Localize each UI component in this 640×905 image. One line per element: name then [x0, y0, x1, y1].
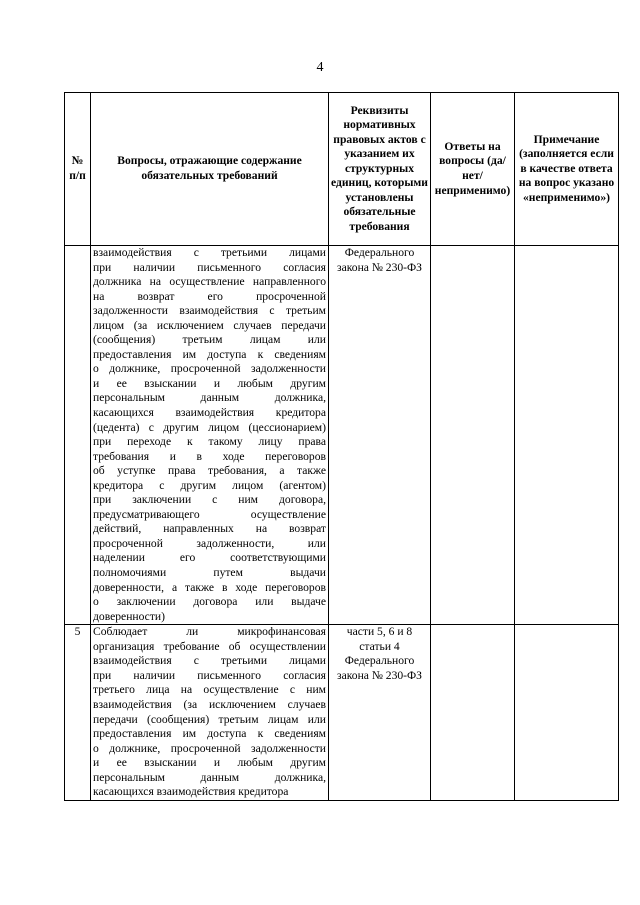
question-line: взаимодействия с третьими лицами — [93, 654, 326, 668]
question-line: должника на осуществление направленного — [93, 275, 326, 289]
requisites-line: закона № 230-ФЗ — [337, 668, 422, 682]
requisites-cell — [329, 246, 431, 625]
table-header-row — [65, 93, 619, 246]
question-line: полномочиями путем выдачи — [93, 566, 326, 580]
question-line: и ее взыскании и любым другим — [93, 376, 326, 390]
question-line: касающихся взаимодействия кредитора — [93, 406, 326, 420]
requirements-table — [64, 92, 619, 801]
question-line: Соблюдает ли микрофинансовая — [93, 625, 326, 639]
question-line: о должнике, просроченной задолженности — [93, 741, 326, 755]
question-line: задолженности взаимодействия с третьим — [93, 304, 326, 318]
table-row — [65, 246, 619, 625]
row-number: 5 — [65, 625, 91, 801]
answer-cell — [431, 246, 515, 625]
requisites-line: закона № 230-ФЗ — [337, 260, 422, 274]
requisites-cell — [329, 625, 431, 801]
requisites-line: Федерального — [344, 246, 415, 259]
note-cell — [515, 246, 619, 625]
table-row — [65, 625, 619, 801]
question-cell — [91, 625, 329, 801]
question-line: предусматривающего осуществление — [93, 507, 326, 521]
requisites-line: части 5, 6 и 8 — [346, 625, 413, 639]
question-line: передачи (сообщения) третьим лицам или — [93, 712, 326, 726]
row-number — [65, 246, 91, 625]
question-line: (цедента) с другим лицом (цессионарием) — [93, 420, 326, 434]
question-line: предоставления им доступа к сведениям — [93, 347, 326, 361]
question-line: при заключении с ним договора, — [93, 493, 326, 507]
question-line: требования и в ходе переговоров — [93, 449, 326, 463]
question-line: доверенности) — [93, 609, 165, 623]
question-line: наделении его соответствующими — [93, 551, 326, 565]
question-cell — [91, 246, 329, 625]
question-line: взаимодействия (за исключением случаев — [93, 697, 326, 711]
question-line: о должнике, просроченной задолженности — [93, 362, 326, 376]
question-line: касающихся взаимодействия кредитора — [93, 785, 289, 799]
header-question: Вопросы, отражающие содержание обязательных требований — [91, 93, 329, 246]
question-line: организация требование об осуществлении — [93, 639, 326, 653]
question-line: и ее взыскании и любым другим — [93, 756, 326, 770]
question-line: лицом (за исключением случаев передачи — [93, 318, 326, 332]
header-requisites: Реквизиты нормативных правовых актов с указанием их структурных единиц, которыми установлены обязательные требования — [329, 93, 431, 246]
question-line: предоставления им доступа к сведениям — [93, 727, 326, 741]
question-line: о заключении договора или выдаче — [93, 595, 326, 609]
question-line: персональным данным должника, — [93, 770, 326, 784]
question-line: кредитора с другим лицом (агентом) — [93, 478, 326, 492]
page-number: 4 — [316, 60, 324, 75]
question-line: при наличии письменного согласия — [93, 668, 326, 682]
requisites-line: Федерального — [344, 654, 415, 668]
header-note: Примечание (заполняется если в качестве ответа на вопрос указано «неприменимо») — [515, 93, 619, 246]
question-line: взаимодействия с третьими лицами — [93, 246, 326, 259]
question-line: действий, направленных на возврат — [93, 522, 326, 536]
header-number: № п/п — [65, 93, 91, 246]
note-cell — [515, 625, 619, 801]
question-line: при переходе к такому лицу права — [93, 435, 326, 449]
question-line: персональным данным должника, — [93, 391, 326, 405]
question-line: об уступке права требования, а также — [93, 464, 326, 478]
header-answers: Ответы на вопросы (да/нет/ неприменимо) — [431, 93, 515, 246]
answer-cell — [431, 625, 515, 801]
question-line: просроченной задолженности, или — [93, 536, 326, 550]
question-line: доверенности, а также в ходе переговоров — [93, 580, 326, 594]
question-line: при наличии письменного согласия — [93, 260, 326, 274]
requisites-line: статьи 4 — [359, 639, 400, 653]
question-line: третьего лица на осуществление с ним — [93, 683, 326, 697]
question-line: (сообщения) третьим лицам или — [93, 333, 326, 347]
question-line: на возврат его просроченной — [93, 289, 326, 303]
